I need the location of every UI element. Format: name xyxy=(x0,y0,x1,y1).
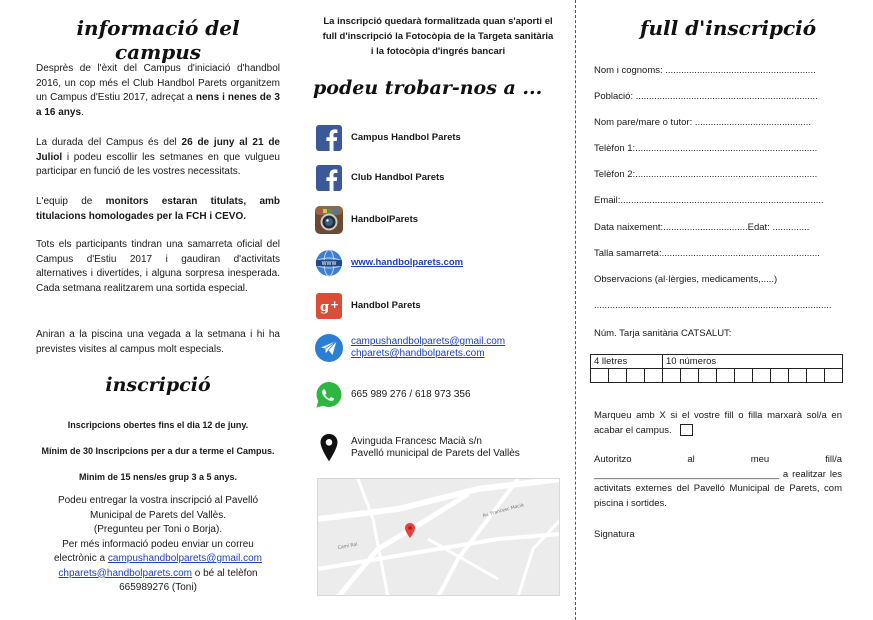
address-line-1: Avinguda Francesc Macià s/n xyxy=(351,436,482,447)
contact-line-2: Municipal de Parets del Vallès. xyxy=(90,509,226,521)
field-email[interactable]: Email:............................................................................. xyxy=(594,195,824,206)
health-card-cell[interactable] xyxy=(771,369,789,383)
svg-text:+: + xyxy=(330,298,340,311)
paragraph-piscina: Aniran a la piscina una vegada a la setmana i hi ha previstes visites al campus molt especials. xyxy=(36,329,280,355)
location-pin-icon xyxy=(313,432,345,464)
address-line-2: Pavelló municipal de Parets del Vallès xyxy=(351,448,520,459)
formalization-note: La inscripció quedarà formalitzada quan s'aporti el full d'inscripció la Fotocòpia de la Targeta sanitària i la fotocòpia d'ingrés bancari xyxy=(322,16,554,57)
whatsapp-icon xyxy=(313,379,345,411)
contact-line-5: electrònic a campushandbolparets@gmail.com xyxy=(53,553,263,564)
find-us-title: podeu trobar-nos a ... xyxy=(313,77,543,99)
campus-info-column xyxy=(36,0,280,620)
campus-info-title: informació del campus xyxy=(76,16,240,64)
health-card-cell[interactable] xyxy=(789,369,807,383)
field-nom[interactable]: Nom i cognoms: ......................................................... xyxy=(594,65,816,76)
contact-email-link[interactable]: campushandbolparets@gmail.com xyxy=(107,553,263,564)
field-observations-label: Observacions (al·lèrgies, medicaments,.....) xyxy=(594,274,778,285)
health-card-cell[interactable] xyxy=(807,369,825,383)
map-street-label-1: Av. Francesc Macià xyxy=(482,503,525,519)
facebook-club-row[interactable] xyxy=(313,160,563,196)
inscripcio-group-minimum: Minim de 15 nens/es grup 3 a 5 anys. xyxy=(78,472,238,482)
contact-line-6: chparets@handbolparets.com o bé al telèfon xyxy=(58,567,258,579)
paragraph-duration: La durada del Campus és del 26 de juny al 21 de Juliol i podeu escollir les setmanes en que vulgueu participar en funció de les vostres necessitats. xyxy=(36,137,280,177)
email2-link[interactable]: chparets@handbolparets.com xyxy=(351,348,485,359)
whatsapp-phones: 665 989 276 / 618 973 356 xyxy=(351,389,471,400)
health-card-table xyxy=(590,354,843,383)
health-card-cell[interactable] xyxy=(717,369,735,383)
website-row[interactable] xyxy=(313,245,563,281)
health-card-cell[interactable] xyxy=(681,369,699,383)
authorization-text: Autoritzo al meu fill/a ___________________________________ a realitzar les activitats externes del Pavelló Municipal de Parets, com piscina i sortides. xyxy=(594,454,842,509)
field-phone1[interactable]: Telèfon 1:..................................................................... xyxy=(594,143,818,154)
health-card-cell[interactable] xyxy=(627,369,645,383)
health-card-cell[interactable] xyxy=(825,369,843,383)
signature-label: Signatura xyxy=(594,529,635,540)
svg-text:WWW: WWW xyxy=(321,260,337,267)
paragraph-intro: Desprès de l'èxit del Campus d'iniciació d'handbol 2016, un cop més el Club Handbol Parets organitzem un Campus d'Estiu 2017, adreçat a nens i nenes de 3 a 16 anys. xyxy=(36,63,280,118)
email-icon xyxy=(313,332,345,364)
paragraph-samarreta: Tots els participants tindran una samarreta oficial del Campus d'Estiu 2017 i gaudiran d'activitats alternatives i divertides, i alguna sorpresa inesperada. Cada setmana realitzarem una sortida especial. xyxy=(36,239,280,294)
paragraph-monitors: L'equip de monitors estaran titulats, amb titulacions homologades per la FCH i CEVO. xyxy=(36,196,281,222)
email1-link[interactable]: campushandbolparets@gmail.com xyxy=(351,336,506,347)
location-map[interactable] xyxy=(317,478,560,596)
contact-line-3: (Pregunteu per Toni o Borja). xyxy=(93,524,223,535)
map-street-label-2: Camí Ral xyxy=(337,542,359,551)
address-row xyxy=(313,430,563,466)
inscripcio-minimum: Mínim de 30 Inscripcions per a dur a terme el Campus. xyxy=(41,446,275,456)
instagram-row[interactable] xyxy=(313,202,563,238)
field-poblacio[interactable]: Població: ..................................................................... xyxy=(594,91,818,102)
registration-form xyxy=(575,0,873,620)
svg-text:g: g xyxy=(320,300,330,315)
contact-phone: 665989276 (Toni) xyxy=(119,582,197,593)
leave-alone-text: Marqueu amb X si el vostre fill o filla marxarà sol/a en acabar el campus. xyxy=(594,410,842,436)
facebook-icon xyxy=(313,122,345,154)
inscripcio-title: inscripció xyxy=(105,374,211,396)
inscripcio-contact xyxy=(36,494,280,596)
field-shirt-size[interactable]: Talla samarreta:............................................................ xyxy=(594,248,820,259)
facebook-campus-row[interactable] xyxy=(313,120,563,156)
globe-icon xyxy=(313,247,345,279)
health-card-cell[interactable] xyxy=(591,369,609,383)
email-row xyxy=(313,330,563,366)
health-card-cell[interactable] xyxy=(645,369,663,383)
facebook-icon xyxy=(313,162,345,194)
field-observations[interactable]: .......................................................................................... xyxy=(594,300,832,311)
whatsapp-row xyxy=(313,377,563,413)
field-parent[interactable]: Nom pare/mare o tutor: ............................................ xyxy=(594,117,811,128)
map-graphic xyxy=(318,479,560,596)
registration-title: full d'inscripció xyxy=(639,16,817,40)
contact-email2-link[interactable]: chparets@handbolparets.com xyxy=(58,567,192,579)
leave-alone-checkbox[interactable] xyxy=(680,424,693,436)
instagram-label: HandbolParets xyxy=(351,214,419,225)
googleplus-label: Handbol Parets xyxy=(351,300,421,311)
field-birthdate-age[interactable]: Data naixement:................................Edat: .............. xyxy=(594,222,810,233)
googleplus-row[interactable] xyxy=(313,288,563,324)
instagram-icon xyxy=(313,204,345,236)
health-card-cell[interactable] xyxy=(735,369,753,383)
inscripcio-deadline: Inscripcions obertes fins el dia 12 de juny. xyxy=(67,420,249,430)
contact-column xyxy=(313,0,563,620)
health-card-cell[interactable] xyxy=(699,369,717,383)
field-phone2[interactable]: Telèfon 2:..................................................................... xyxy=(594,169,818,180)
health-card-cells[interactable] xyxy=(591,369,843,383)
health-card-cell[interactable] xyxy=(609,369,627,383)
website-link[interactable]: www.handbolparets.com xyxy=(351,257,464,268)
contact-line-4: Per més informació podeu enviar un correu xyxy=(62,538,254,550)
health-card-letters-header: 4 lletres xyxy=(591,355,663,369)
facebook-club-label: Club Handbol Parets xyxy=(351,172,445,183)
google-plus-icon xyxy=(313,290,345,322)
health-card-cell[interactable] xyxy=(753,369,771,383)
health-card-label: Núm. Tarja sanitària CATSALUT: xyxy=(594,328,732,339)
health-card-cell[interactable] xyxy=(663,369,681,383)
contact-line-1: Podeu entregar la vostra inscripció al Pavelló xyxy=(57,495,259,506)
facebook-campus-label: Campus Handbol Parets xyxy=(351,132,461,143)
health-card-numbers-header: 10 números xyxy=(663,355,843,369)
